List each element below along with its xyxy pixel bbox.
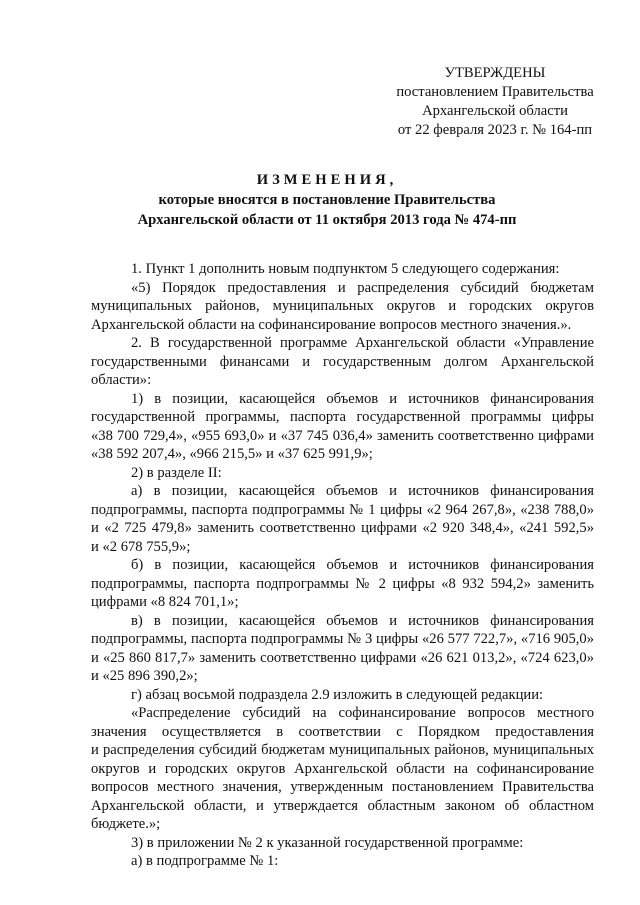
- body-line: подпрограммы, паспорта подпрограммы № 2 цифры «8 932 594,2» заменить: [91, 575, 594, 592]
- document-subtitle-line1: которые вносятся в постановление Правительства: [158, 192, 496, 208]
- body-line: и «2 678 755,9»;: [91, 538, 191, 555]
- body-line: 1) в позиции, касающейся объемов и источников финансирования: [131, 390, 594, 407]
- document-body: [91, 260, 594, 871]
- approval-stamp: [380, 64, 610, 140]
- body-line: 1. Пункт 1 дополнить новым подпунктом 5 следующего содержания:: [131, 261, 560, 277]
- body-line: муниципальных районов, муниципальных округов и городских округов: [91, 298, 594, 314]
- body-line: и «25 860 817,7» заменить соответственно цифрами «26 621 013,2», «724 623,0»: [91, 649, 594, 666]
- body-line: подпрограммы, паспорта подпрограммы № 3 цифры «26 577 722,7», «716 905,0»: [91, 631, 594, 647]
- body-line: в) в позиции, касающейся объемов и источников финансирования: [131, 612, 594, 629]
- document-heading: [60, 170, 594, 230]
- body-line: «5) Порядок предоставления и распределения субсидий бюджетам: [131, 279, 594, 296]
- approval-authority: постановлением Правительства: [396, 84, 594, 100]
- body-line: а) в подпрограмме № 1:: [131, 853, 279, 869]
- body-line: б) в позиции, касающейся объемов и источников финансирования: [131, 557, 594, 573]
- approval-title: УТВЕРЖДЕНЫ: [444, 65, 546, 81]
- body-line: «38 700 729,4», «955 693,0» и «37 745 036,4» заменить соответственно цифрами: [91, 427, 594, 444]
- body-line: округов и городских округов Архангельской области на софинансирование: [91, 760, 594, 777]
- body-line: бюджете.»;: [91, 816, 161, 832]
- body-line: Архангельской области на софинансирование вопросов местного значения.».: [91, 316, 572, 333]
- body-line: 3) в приложении № 2 к указанной государственной программе:: [131, 834, 524, 851]
- body-line: значения осуществляется в соответствии с Порядком предоставления: [91, 723, 594, 740]
- body-line: вопросов местного значения, утвержденным постановлением Правительства: [91, 779, 594, 795]
- body-line: цифрами «8 824 701,1»;: [91, 594, 239, 610]
- body-line: подпрограммы, паспорта подпрограммы № 1 цифры «2 964 267,8», «238 788,0»: [91, 501, 594, 518]
- body-line: и распределения субсидий бюджетам муниципальных районов, муниципальных: [91, 742, 594, 758]
- approval-region: Архангельской области: [422, 103, 568, 119]
- body-line: государственной программы, паспорта государственной программы цифры: [91, 409, 594, 425]
- document-subtitle-line2: Архангельской области от 11 октября 2013 года № 474-пп: [137, 212, 517, 228]
- document-title: ИЗМЕНЕНИЯ,: [256, 172, 398, 188]
- body-line: а) в позиции, касающейся объемов и источников финансирования: [131, 483, 594, 499]
- body-line: г) абзац восьмой подраздела 2.9 изложить в следующей редакции:: [131, 686, 544, 703]
- approval-date: от 22 февраля 2023 г. № 164-пп: [397, 122, 593, 138]
- body-line: и «25 896 390,2»;: [91, 668, 198, 684]
- body-line: области»:: [91, 372, 152, 388]
- body-line: Архангельской области, и утверждается областным законом об областном: [91, 797, 594, 814]
- body-line: «38 592 207,4», «966 215,5» и «37 625 991,9»;: [91, 446, 373, 462]
- body-line: «Распределение субсидий на софинансирование вопросов местного: [131, 705, 594, 721]
- body-line: государственными финансами и государственным долгом Архангельской: [91, 353, 594, 370]
- body-line: 2) в разделе II:: [131, 464, 222, 481]
- body-line: и «2 725 479,8» заменить соответственно цифрами «2 920 348,4», «241 592,5»: [91, 520, 594, 536]
- body-line: 2. В государственной программе Архангельской области «Управление: [131, 335, 594, 351]
